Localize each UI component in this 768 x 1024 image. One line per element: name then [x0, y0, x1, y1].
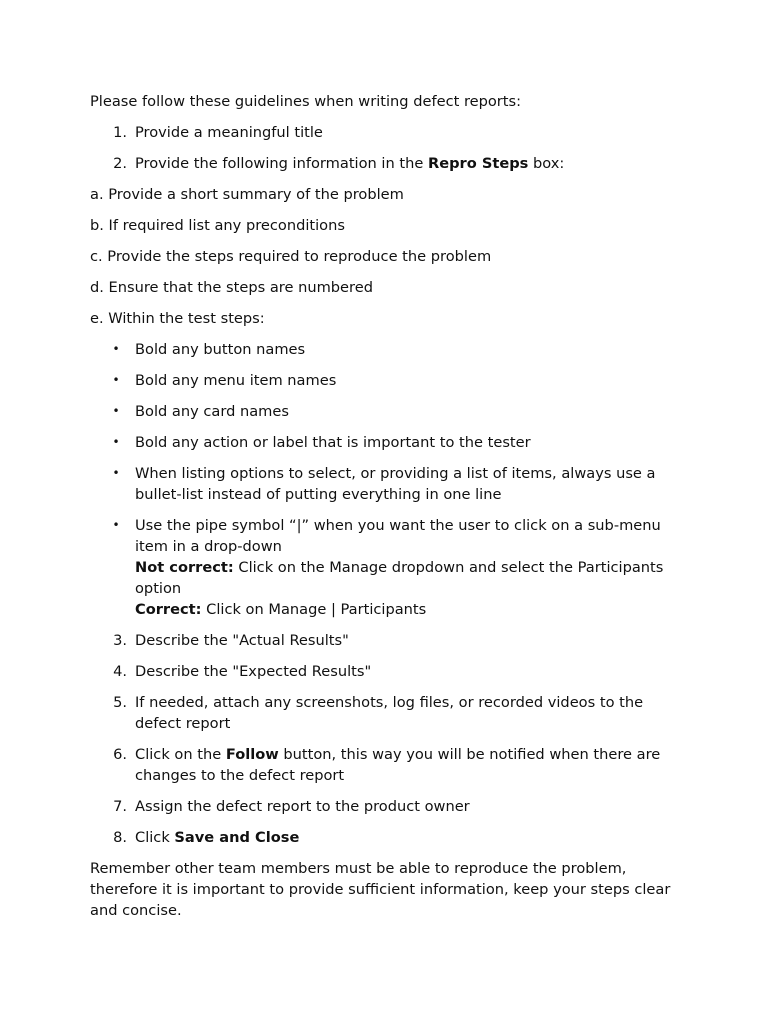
- bullet-item: [90, 432, 690, 453]
- not-correct-example: [135, 557, 690, 599]
- step-number: 5.: [113, 694, 127, 711]
- bullet-icon: •: [112, 342, 120, 356]
- substep-b: b. If required list any preconditions: [90, 217, 345, 234]
- bullet-text: Bold any menu item names: [135, 372, 337, 389]
- step-text-bold: Save and Close: [174, 829, 300, 846]
- correct-label: Correct:: [135, 601, 202, 618]
- step-text: Assign the defect report to the product owner: [135, 798, 470, 815]
- step-text-pre: Click: [135, 829, 175, 846]
- step-number: 4.: [113, 663, 127, 680]
- step-text: Describe the "Actual Results": [135, 632, 349, 649]
- bullet-text: Use the pipe symbol “|” when you want the user to click on a sub-menu item in a drop-down: [135, 517, 661, 555]
- step-7: [90, 796, 690, 817]
- step-6: [90, 744, 690, 786]
- step-text-pre: Click on the: [135, 746, 226, 763]
- step-8: [90, 827, 690, 848]
- substep-c: c. Provide the steps required to reproduce the problem: [90, 248, 492, 265]
- step-number: 2.: [113, 155, 127, 172]
- step-number: 3.: [113, 632, 127, 649]
- step-text-post: box:: [528, 155, 565, 172]
- step-number: 7.: [113, 798, 127, 815]
- step-number: 1.: [113, 124, 127, 141]
- substep-a: a. Provide a short summary of the problem: [90, 186, 404, 203]
- bullet-text: When listing options to select, or providing a list of items, always use a bullet-list instead of putting everything in one line: [135, 465, 656, 503]
- not-correct-label: Not correct:: [135, 559, 234, 576]
- step-number: 6.: [113, 746, 127, 763]
- step-text-post: button, this way you will be notified when there are changes to the defect report: [135, 746, 661, 784]
- step-text: If needed, attach any screenshots, log files, or recorded videos to the defect report: [135, 694, 644, 732]
- step-text-bold: Follow: [225, 746, 279, 763]
- correct-example: [135, 599, 690, 620]
- step-text-pre: Provide the following information in the: [135, 155, 428, 172]
- step-number: 8.: [113, 829, 127, 846]
- document-body: [90, 91, 690, 931]
- step-text: Describe the "Expected Results": [135, 663, 372, 680]
- not-correct-text: Click on the Manage dropdown and select the Participants option: [135, 559, 664, 597]
- step-text: Provide a meaningful title: [135, 124, 323, 141]
- closing-paragraph: Remember other team members must be able to reproduce the problem, therefore it is important to provide sufficient information, keep your steps clear and concise.: [90, 860, 671, 919]
- step-2: [90, 153, 690, 174]
- bullet-item: [90, 515, 690, 620]
- bullet-icon: •: [112, 373, 120, 387]
- intro-paragraph: Please follow these guidelines when writing defect reports:: [90, 93, 522, 110]
- bullet-icon: •: [112, 435, 120, 449]
- bullet-icon: •: [112, 404, 120, 418]
- bullet-icon: •: [112, 518, 120, 532]
- bullet-item: [90, 463, 690, 505]
- bullet-icon: •: [112, 466, 120, 480]
- step-3: [90, 630, 690, 651]
- substep-e: e. Within the test steps:: [90, 310, 265, 327]
- substep-d: d. Ensure that the steps are numbered: [90, 279, 373, 296]
- bullet-item: [90, 370, 690, 391]
- step-1: [90, 122, 690, 143]
- step-5: [90, 692, 690, 734]
- step-4: [90, 661, 690, 682]
- bullet-text: Bold any action or label that is important to the tester: [135, 434, 531, 451]
- bullet-text: Bold any card names: [135, 403, 289, 420]
- step-text-bold: Repro Steps: [427, 155, 529, 172]
- bullet-text: Bold any button names: [135, 341, 306, 358]
- correct-text: Click on Manage | Participants: [201, 601, 427, 618]
- bullet-item: [90, 401, 690, 422]
- bullet-item: [90, 339, 690, 360]
